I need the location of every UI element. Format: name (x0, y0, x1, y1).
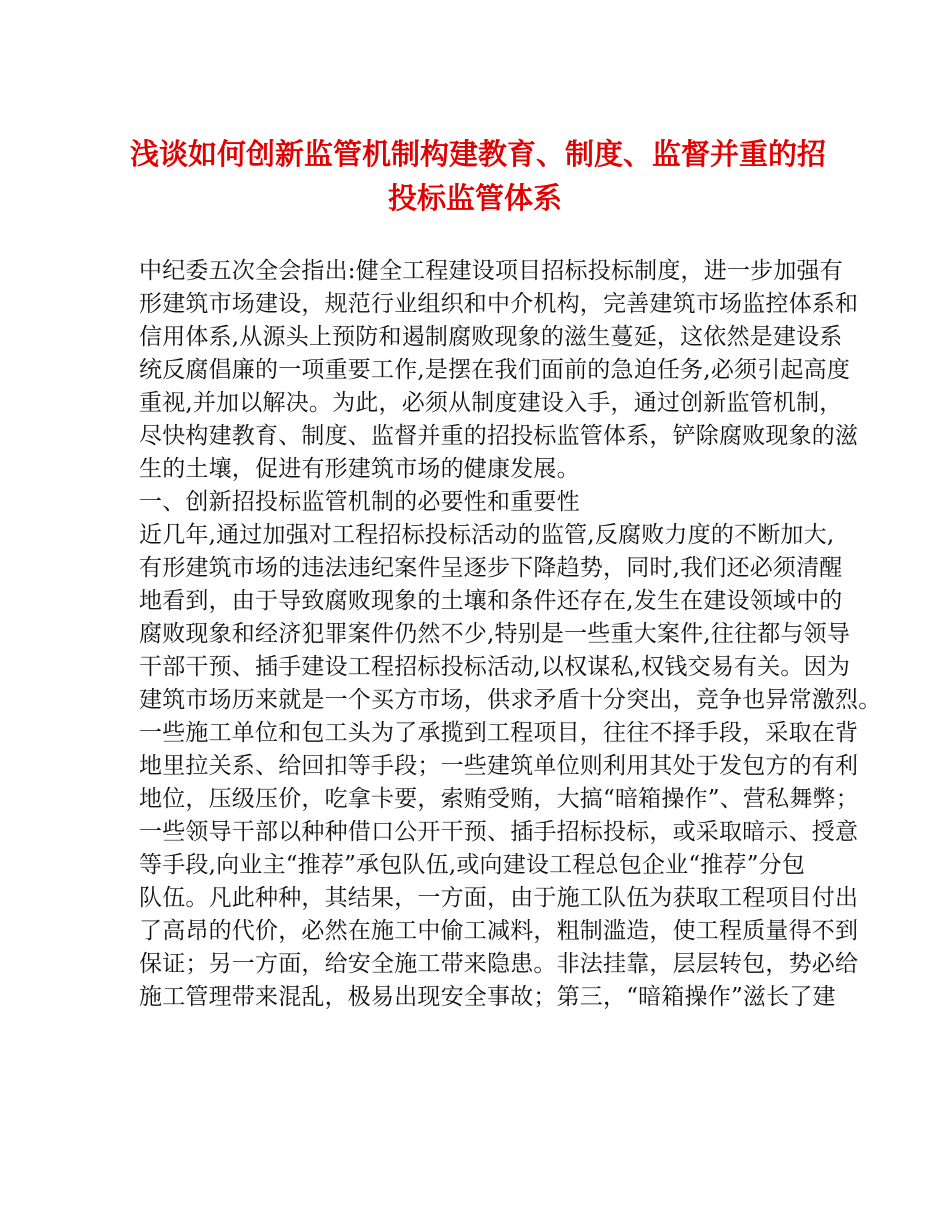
paragraph-line: 尽快构建教育、制度、监督并重的招投标监管体系，铲除腐败现象的滋 (139, 423, 859, 449)
paragraph-line: 中纪委五次全会指出:健全工程建设项目招标投标制度，进一步加强有 (139, 258, 843, 284)
paragraph-line: 形建筑市场建设，规范行业组织和中介机构，完善建筑市场监控体系和 (139, 291, 859, 317)
paragraph-line: 统反腐倡廉的一项重要工作,是摆在我们面前的急迫任务,必须引起高度 (139, 357, 851, 383)
paragraph-line: 了高昂的代价，必然在施工中偷工减料，粗制滥造，使工程质量得不到 (139, 918, 859, 944)
paragraph-line: 队伍。凡此种种，其结果，一方面，由于施工队伍为获取工程项目付出 (139, 885, 859, 911)
document-title-line-2: 投标监管体系 (387, 181, 562, 215)
paragraph-line: 腐败现象和经济犯罪案件仍然不少,特别是一些重大案件,往往都与领导 (139, 621, 851, 647)
paragraph-line: 保证；另一方面，给安全施工带来隐患。非法挂靠，层层转包，势必给 (139, 951, 859, 977)
paragraph-line: 有形建筑市场的违法违纪案件呈逐步下降趋势，同时,我们还必须清醒 (139, 555, 843, 581)
paragraph-line: 地看到，由于导致腐败现象的土壤和条件还存在,发生在建设领域中的 (139, 588, 843, 614)
paragraph-line: 干部干预、插手建设工程招标投标活动,以权谋私,权钱交易有关。因为 (139, 654, 851, 680)
document-title-line-1: 浅谈如何创新监管机制构建教育、制度、监督并重的招 (130, 137, 827, 171)
paragraph-line: 近几年,通过加强对工程招标投标活动的监管,反腐败力度的不断加大, (139, 522, 835, 548)
paragraph-line: 地里拉关系、给回扣等手段；一些建筑单位则利用其处于发包方的有利 (139, 753, 859, 779)
paragraph-line: 等手段,向业主“推荐”承包队伍,或向建设工程总包企业“推荐”分包 (139, 852, 806, 878)
paragraph-line: 一些领导干部以种种借口公开干预、插手招标投标，或采取暗示、授意 (139, 819, 859, 845)
paragraph-line: 地位，压级压价，吃拿卡要，索贿受贿，大搞“暗箱操作”、营私舞弊； (139, 786, 859, 812)
paragraph-line: 一些施工单位和包工头为了承揽到工程项目，往往不择手段，采取在背 (139, 720, 859, 746)
section-heading: 一、创新招投标监管机制的必要性和重要性 (139, 489, 580, 515)
paragraph-line: 施工管理带来混乱，极易出现安全事故；第三，“暗箱操作”滋长了建 (139, 984, 836, 1010)
paragraph-line: 信用体系,从源头上预防和遏制腐败现象的滋生蔓延，这依然是建设系 (139, 324, 843, 350)
paragraph-line: 重视,并加以解决。为此，必须从制度建设入手，通过创新监管机制， (139, 390, 843, 416)
paragraph-line: 生的土壤，促进有形建筑市场的健康发展。 (139, 456, 580, 482)
paragraph-line: 建筑市场历来就是一个买方市场，供求矛盾十分突出，竞争也异常激烈。 (139, 687, 882, 713)
